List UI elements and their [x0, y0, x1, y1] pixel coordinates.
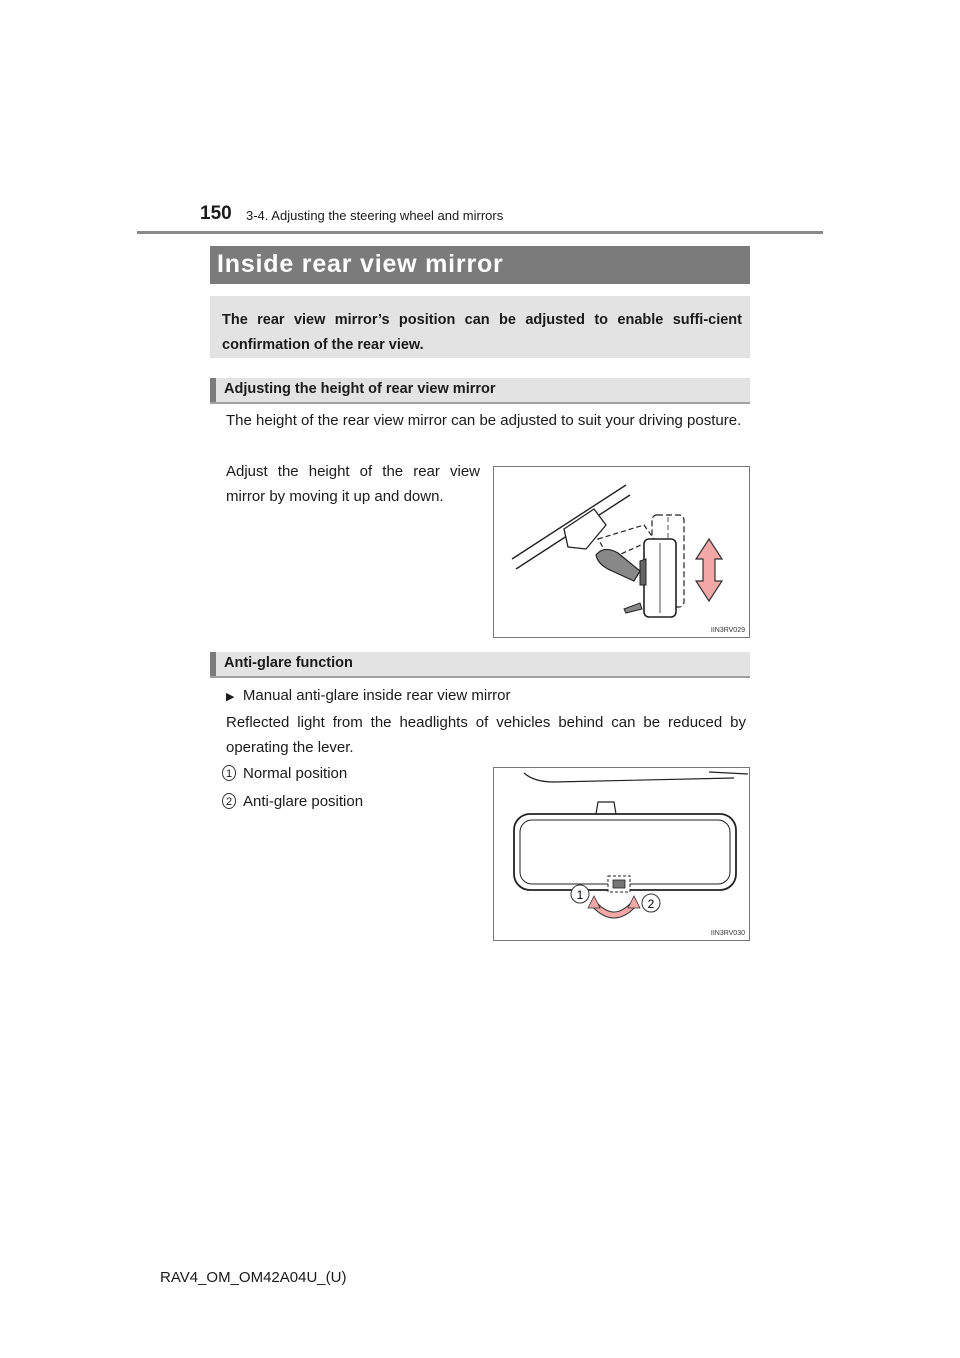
chapter-title: 3-4. Adjusting the steering wheel and mirrors: [246, 208, 504, 223]
page-number: 150: [200, 203, 232, 224]
section-title-bar: [210, 246, 750, 284]
intro-text: The rear view mirror’s position can be adjusted to enable suffi-cient confirmation of the rear view.: [222, 312, 742, 353]
footer-code: RAV4_OM_OM42A04U_(U): [160, 1269, 347, 1286]
section-marker: [210, 652, 216, 676]
triangle-right-icon: ▶: [226, 691, 235, 703]
header-divider: [137, 231, 823, 234]
section-heading-height: [210, 378, 750, 404]
callout-1: 1: [576, 888, 584, 902]
figure-code: IIN3RV029: [710, 627, 745, 634]
section-marker: [210, 378, 216, 402]
callout-2: 2: [647, 897, 655, 911]
page-title: Inside rear view mirror: [217, 250, 504, 278]
figure-code: IIN3RV030: [710, 930, 745, 937]
callout-number: 2: [222, 793, 236, 809]
intro-box: [210, 296, 750, 358]
antiglare-paragraph: Reflected light from the headlights of vehicles behind can be reduced by operating the lever.: [226, 714, 746, 756]
mirror-height-illustration: [494, 467, 749, 637]
position-label: Normal position: [243, 765, 348, 782]
section-heading-text: Anti-glare function: [224, 655, 353, 671]
height-paragraph-2: Adjust the height of the rear view mirror by moving it up and down.: [226, 463, 480, 505]
bullet-item: [226, 683, 746, 708]
section-heading-antiglare: [210, 652, 750, 678]
section-heading-text: Adjusting the height of rear view mirror: [224, 381, 496, 397]
position-label: Anti-glare position: [243, 793, 364, 810]
height-paragraph-1: The height of the rear view mirror can be adjusted to suit your driving posture.: [226, 412, 742, 429]
antiglare-figure: [493, 767, 750, 941]
height-adjust-figure: [493, 466, 750, 638]
callout-number: 1: [222, 765, 236, 781]
antiglare-illustration: [494, 768, 749, 940]
bullet-text: Manual anti-glare inside rear view mirror: [242, 687, 511, 704]
